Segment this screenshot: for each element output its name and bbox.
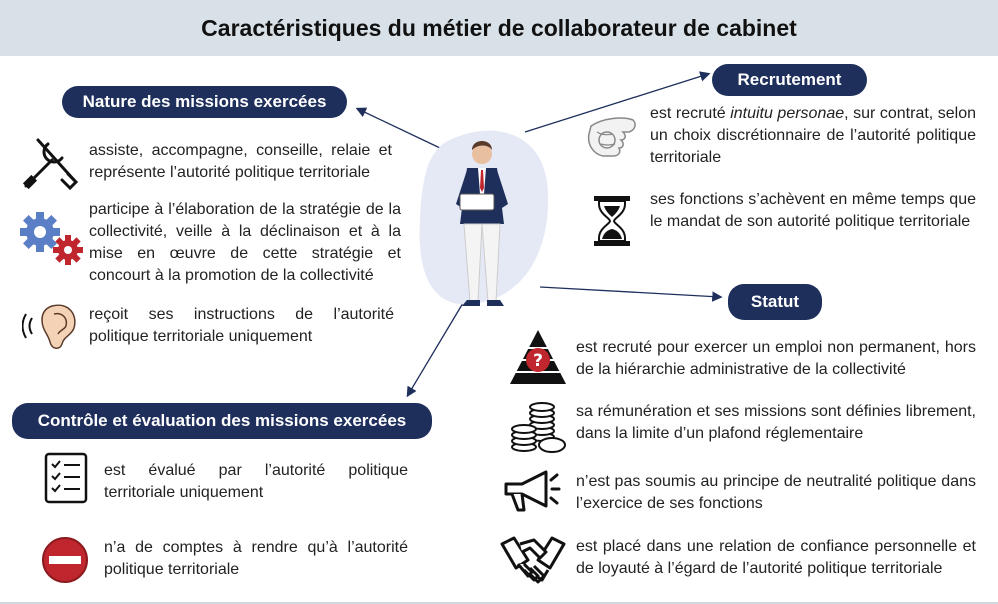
nature-item-2: participe à l’élaboration de la stratégie de la collectivité, veille à la déclinaison et à la mise en œuvre de cette stratégie et concourt à la promotion de la collectivité <box>89 201 401 284</box>
businessman-figure <box>412 124 552 314</box>
recrutement-item-2: ses fonctions s’achèvent en même temps que le mandat de son autorité politique territoriale <box>650 191 976 230</box>
controle-item-1: est évalué par l’autorité politique territoriale uniquement <box>104 462 408 501</box>
nature-missions-heading: Nature des missions exercées <box>62 86 347 118</box>
recrutement-heading: Recrutement <box>712 64 867 96</box>
statut-item-4: est placé dans une relation de confiance personnelle et de loyauté à l’égard de l’autorité politique territoriale <box>576 538 976 577</box>
ear-icon <box>22 300 80 352</box>
controle-evaluation-heading: Contrôle et évaluation des missions exercées <box>12 403 432 439</box>
statut-item-2: sa rémunération et ses missions sont définies librement, dans la limite d’un plafond réglementaire <box>576 403 976 442</box>
megaphone-icon <box>502 466 562 516</box>
statut-item-3: n’est pas soumis au principe de neutralité politique dans l’exercice de ses fonctions <box>576 473 976 512</box>
pointing-hand-icon <box>583 110 641 168</box>
controle-item-2: n’a de comptes à rendre qu’à l’autorité politique territoriale <box>104 539 408 578</box>
checklist-icon <box>44 452 88 504</box>
hourglass-icon <box>592 194 632 248</box>
page-title: Caractéristiques du métier de collaborateur de cabinet <box>201 15 797 41</box>
nature-item-3: reçoit ses instructions de l’autorité politique territoriale uniquement <box>89 306 394 345</box>
statut-heading: Statut <box>728 284 822 320</box>
coins-icon <box>508 399 568 457</box>
arrow-to-statut <box>540 287 720 297</box>
statut-item-1: est recruté pour exercer un emploi non permanent, hors de la hiérarchie administrative de la collectivité <box>576 339 976 378</box>
pyramid-question-icon <box>508 328 568 386</box>
recrutement-item-1-before: est recruté <box>650 105 731 122</box>
gears-icon <box>18 208 84 268</box>
nature-item-1: assiste, accompagne, conseille, relaie et représente l’autorité politique territoriale <box>89 142 392 181</box>
handshake-icon <box>500 530 566 586</box>
recrutement-item-1-after: , sur contrat, selon un choix discrétionnaire de l’autorité politique territoriale <box>650 105 977 166</box>
intuitu-personae: intuitu personae <box>730 105 845 122</box>
recrutement-item-1 <box>650 103 976 169</box>
svg-text:?: ? <box>533 351 543 371</box>
no-entry-icon <box>41 536 89 584</box>
tools-icon <box>18 130 82 194</box>
